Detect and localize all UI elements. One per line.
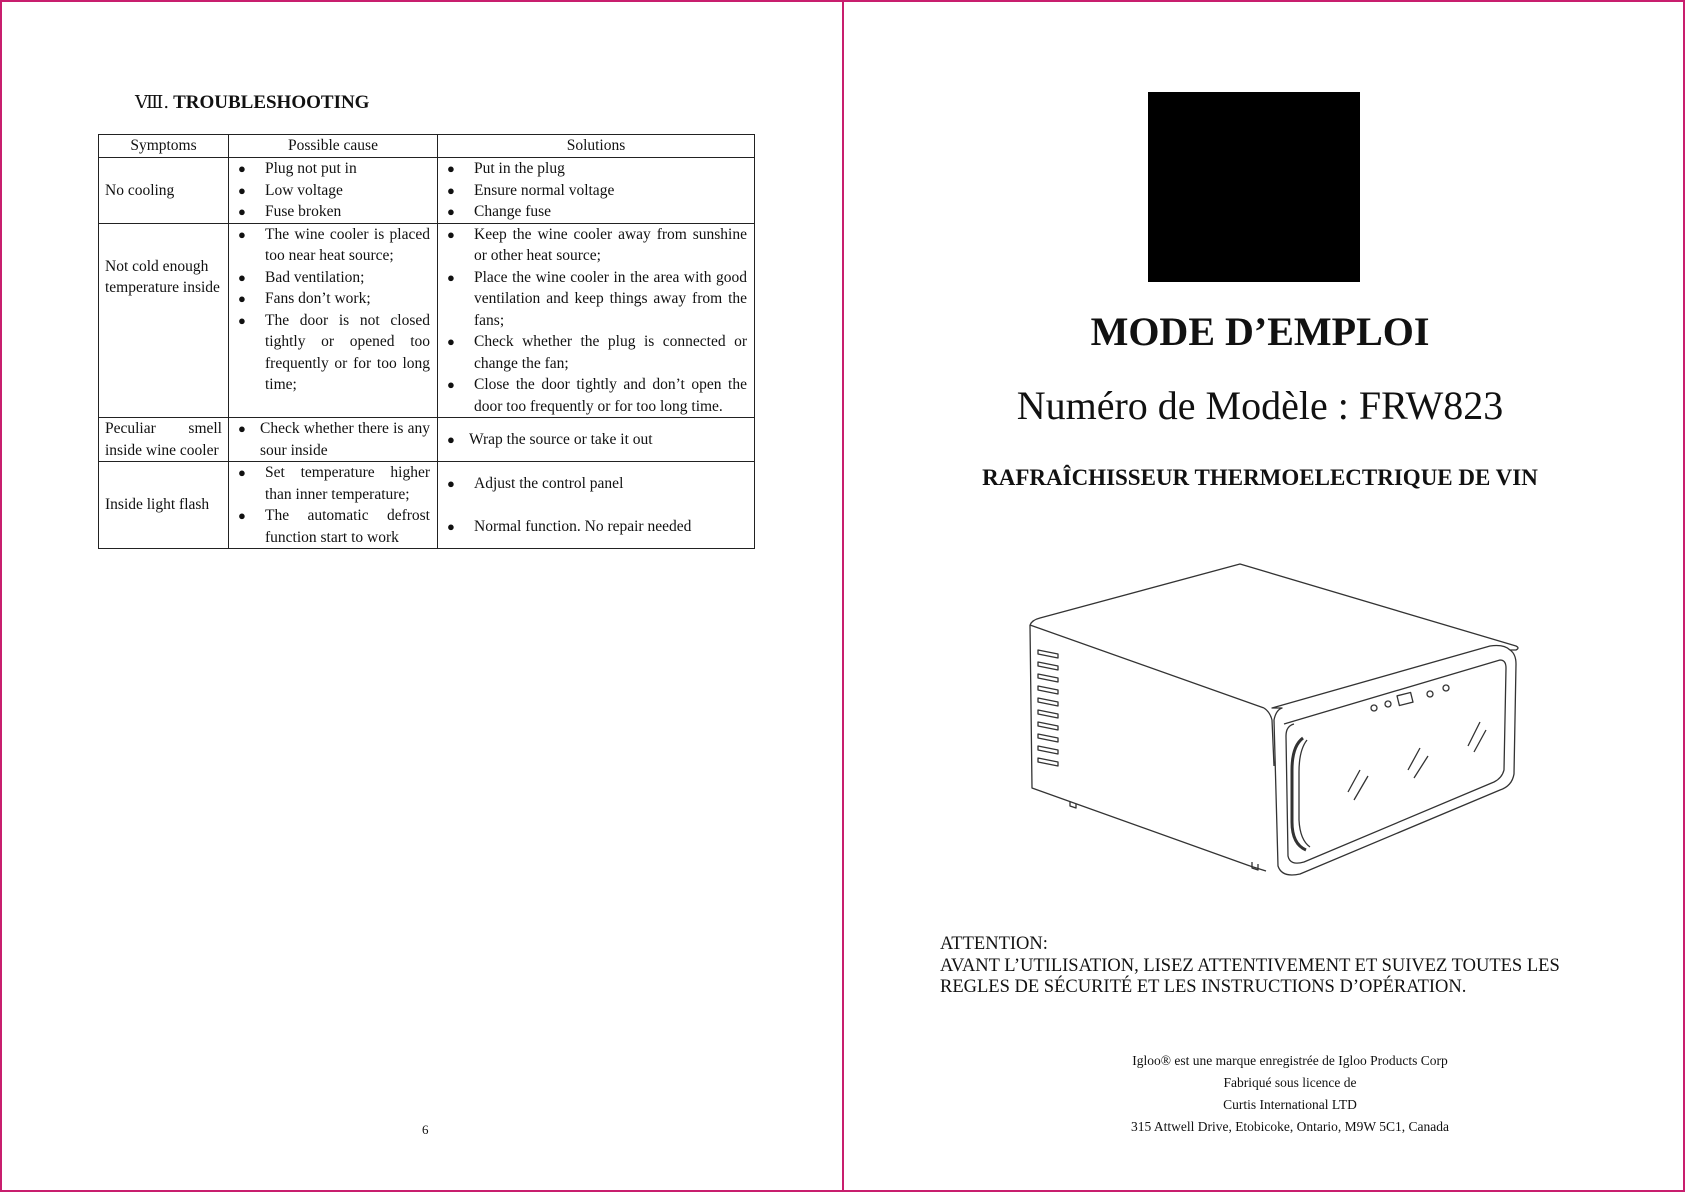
list-item: ● Wrap the source or take it out <box>438 429 754 451</box>
trademark-line: Igloo® est une marque enregistrée de Igloo Products Corp <box>1132 1053 1448 1068</box>
table-row <box>99 418 755 462</box>
model-number: Numéro de Modèle : FRW823 <box>1016 383 1504 428</box>
list-item: ● Keep the wine cooler away from sunshine or other heat source; <box>438 224 754 267</box>
attention-text: AVANT L’UTILISATION, LISEZ ATTENTIVEMENT ET SUIVEZ TOUTES LES REGLES DE SÉCURITÉ ET LES INSTRUCTIONS D’OPÉRATION. <box>940 955 1560 997</box>
symptom-cell: No cooling <box>99 158 229 224</box>
license-line: Fabriqué sous licence de <box>1223 1075 1357 1090</box>
logo-placeholder <box>1148 92 1360 282</box>
header-possible-cause: Possible cause <box>229 135 438 158</box>
solution-cell <box>438 418 755 462</box>
table-header-row <box>99 135 755 158</box>
header-solutions: Solutions <box>438 135 755 158</box>
list-item: ● Ensure normal voltage <box>438 180 754 202</box>
footer-info <box>1040 1050 1540 1138</box>
list-item: ● Place the wine cooler in the area with good ventilation and keep things away from the fans; <box>438 267 754 332</box>
list-item: ● The wine cooler is placed too near heat source; <box>229 224 437 267</box>
list-item: ● The automatic defrost function start to work <box>229 505 437 548</box>
section-title: Ⅷ. TROUBLESHOOTING <box>135 92 370 113</box>
cause-cell <box>229 418 438 462</box>
symptom-cell: Peculiar smell inside wine cooler <box>99 418 229 462</box>
solution-cell <box>438 462 755 549</box>
list-item: ● Change fuse <box>438 201 754 223</box>
table-row <box>99 158 755 224</box>
header-symptoms: Symptoms <box>99 135 229 158</box>
page-number: 6 <box>422 1122 429 1137</box>
list-item: ● Adjust the control panel <box>438 473 754 495</box>
attention-notice <box>940 934 1580 999</box>
list-item: ● Fuse broken <box>229 201 437 223</box>
list-item: ● Plug not put in <box>229 158 437 180</box>
list-item: ● Close the door tightly and don’t open the door too frequently or for too long time. <box>438 374 754 417</box>
list-item: ● Normal function. No repair needed <box>438 516 754 538</box>
cause-cell <box>229 462 438 549</box>
wine-cooler-illustration <box>1020 560 1540 880</box>
list-item: ● Set temperature higher than inner temperature; <box>229 462 437 505</box>
solution-cell <box>438 223 755 418</box>
list-item: ● Low voltage <box>229 180 437 202</box>
cause-cell <box>229 223 438 418</box>
list-item: ● Check whether the plug is connected or change the fan; <box>438 331 754 374</box>
attention-label: ATTENTION: <box>940 934 1048 954</box>
product-name: RAFRAÎCHISSEUR THERMOELECTRIQUE DE VIN <box>982 465 1538 490</box>
troubleshooting-table <box>98 134 755 549</box>
list-item: ● Check whether there is any sour inside <box>229 418 437 461</box>
manual-title: MODE D’EMPLOI <box>1090 309 1430 354</box>
company-line: Curtis International LTD <box>1223 1097 1357 1112</box>
cause-cell <box>229 158 438 224</box>
list-item: ● Fans don’t work; <box>229 288 437 310</box>
table-row <box>99 462 755 549</box>
solution-cell <box>438 158 755 224</box>
list-item: ● The door is not closed tightly or opened too frequently or for too long time; <box>229 310 437 396</box>
symptom-cell: Inside light flash <box>99 462 229 549</box>
symptom-cell: Not cold enough temperature inside <box>99 223 229 418</box>
address-line: 315 Attwell Drive, Etobicoke, Ontario, M9W 5C1, Canada <box>1130 1119 1450 1134</box>
table-row <box>99 223 755 418</box>
list-item: ● Put in the plug <box>438 158 754 180</box>
list-item: ● Bad ventilation; <box>229 267 437 289</box>
